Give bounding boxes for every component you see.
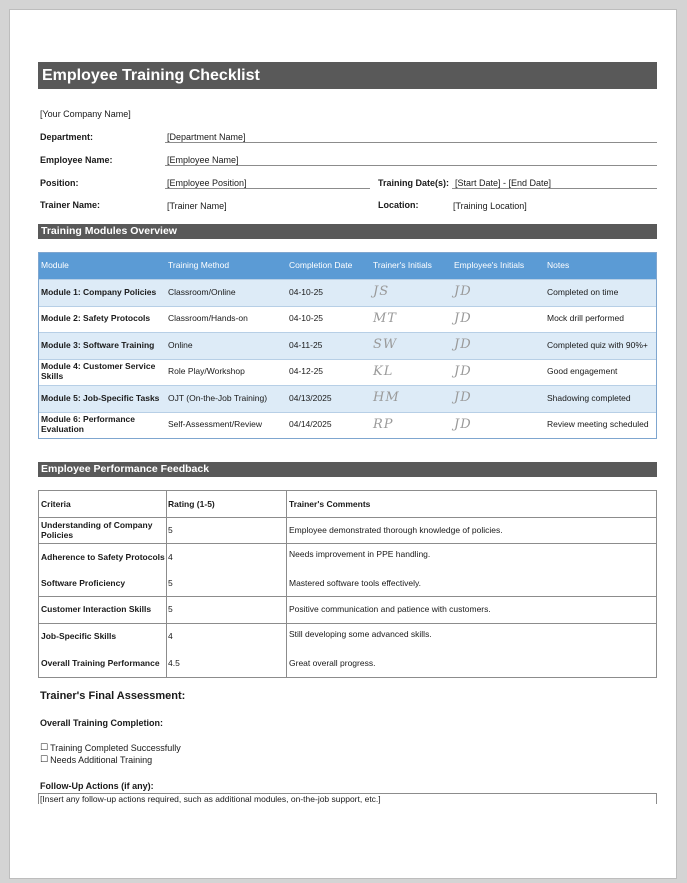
feedback-criteria: Job-Specific Skills xyxy=(41,631,117,642)
module-notes: Completed on time xyxy=(547,286,619,297)
header-module: Module xyxy=(41,260,69,271)
header-notes: Notes xyxy=(547,260,570,271)
column-divider xyxy=(166,491,167,677)
feedback-comment: Great overall progress. xyxy=(289,658,376,669)
module-date: 04-10-25 xyxy=(289,313,324,324)
module-name: Module 5: Job-Specific Tasks xyxy=(41,392,160,403)
feedback-comment: Employee demonstrated thorough knowledge of policies. xyxy=(289,524,503,535)
employee-initials-signature: JD xyxy=(454,310,472,326)
training-dates-label: Training Date(s): xyxy=(378,178,450,188)
trainer-initials-signature: RP xyxy=(373,416,394,432)
training-dates-underline xyxy=(452,188,657,189)
option-needs-training-label: Needs Additional Training xyxy=(50,755,153,765)
location-label: Location: xyxy=(378,200,419,210)
document-page xyxy=(9,9,677,879)
module-method: Classroom/Hands-on xyxy=(168,313,248,324)
position-label: Position: xyxy=(40,178,79,188)
module-notes: Mock drill performed xyxy=(547,313,624,324)
module-row xyxy=(39,306,656,333)
feedback-table xyxy=(38,490,657,678)
feedback-criteria: Customer Interaction Skills xyxy=(41,604,152,615)
module-row xyxy=(39,385,656,412)
feedback-criteria: Software Proficiency xyxy=(41,577,126,588)
employee-initials-signature: JD xyxy=(454,390,472,406)
employee-initials-signature: JD xyxy=(454,416,472,432)
completion-label: Overall Training Completion: xyxy=(40,718,164,728)
followup-field[interactable]: [Insert any follow-up actions required, such as additional modules, on-the-job support, etc.] xyxy=(38,793,657,804)
feedback-rating: 4 xyxy=(168,551,173,562)
feedback-criteria: Overall Training Performance xyxy=(41,658,160,669)
trainer-initials-signature: MT xyxy=(373,310,397,326)
employee-initials-signature: JD xyxy=(454,284,472,300)
employee-initials-signature: JD xyxy=(454,363,472,379)
module-date: 04/14/2025 xyxy=(289,419,332,430)
trainer-initials-signature: KL xyxy=(373,363,394,379)
trainer-initials-signature: JS xyxy=(373,284,390,300)
header-date: Completion Date xyxy=(289,260,353,271)
trainer-name-label: Trainer Name: xyxy=(40,200,101,210)
department-field[interactable]: [Department Name] xyxy=(167,132,246,142)
feedback-rating: 4 xyxy=(168,631,173,642)
module-date: 04-12-25 xyxy=(289,366,324,377)
module-method: Self-Assessment/Review xyxy=(168,419,263,430)
module-date: 04-11-25 xyxy=(289,339,323,350)
module-name: Module 3: Software Training xyxy=(41,339,155,350)
module-notes: Shadowing completed xyxy=(547,392,631,403)
module-name: Module 4: Customer Service Skills xyxy=(41,361,156,382)
module-notes: Review meeting scheduled xyxy=(547,419,649,430)
module-row xyxy=(39,279,656,306)
module-method: Role Play/Workshop xyxy=(168,366,245,377)
trainer-name-field[interactable]: [Trainer Name] xyxy=(167,201,227,211)
followup-label: Follow-Up Actions (if any): xyxy=(40,781,154,791)
option-completed-label: Training Completed Successfully xyxy=(50,743,181,753)
feedback-rating: 5 xyxy=(168,577,173,588)
module-notes: Completed quiz with 90%+ xyxy=(547,339,648,350)
module-method: Online xyxy=(168,339,193,350)
feedback-rating: 5 xyxy=(168,524,173,535)
feedback-comment: Mastered software tools effectively. xyxy=(289,577,421,588)
feedback-rating: 5 xyxy=(168,604,173,615)
feedback-section-heading: Employee Performance Feedback xyxy=(38,462,657,477)
modules-table xyxy=(38,252,657,439)
employee-name-field[interactable]: [Employee Name] xyxy=(167,155,239,165)
position-field[interactable]: [Employee Position] xyxy=(167,178,247,188)
header-criteria: Criteria xyxy=(41,498,71,509)
position-underline xyxy=(165,188,370,189)
department-label: Department: xyxy=(40,132,94,142)
department-underline xyxy=(165,142,657,143)
modules-section-heading: Training Modules Overview xyxy=(38,224,657,239)
module-row xyxy=(39,332,656,359)
option-completed[interactable] xyxy=(40,743,181,753)
column-divider xyxy=(286,491,287,677)
module-row xyxy=(39,412,656,439)
module-name: Module 6: Performance Evaluation xyxy=(41,414,135,435)
document-title: Employee Training Checklist xyxy=(38,62,657,89)
header-trainer-initials: Trainer's Initials xyxy=(373,260,432,271)
header-employee-initials: Employee's Initials xyxy=(454,260,525,271)
final-assessment-heading: Trainer's Final Assessment: xyxy=(40,690,186,702)
module-notes: Good engagement xyxy=(547,366,618,377)
modules-header-row xyxy=(39,253,656,279)
company-name: [Your Company Name] xyxy=(40,109,131,119)
location-field[interactable]: [Training Location] xyxy=(453,201,527,211)
module-name: Module 1: Company Policies xyxy=(41,286,157,297)
feedback-rating: 4.5 xyxy=(168,658,180,669)
trainer-initials-signature: SW xyxy=(373,337,398,353)
feedback-comment: Still developing some advanced skills. xyxy=(289,629,432,640)
checkbox-icon[interactable]: ☐ xyxy=(40,743,49,753)
header-rating: Rating (1-5) xyxy=(168,498,215,509)
header-method: Training Method xyxy=(168,260,230,271)
module-name: Module 2: Safety Protocols xyxy=(41,313,151,324)
header-comments: Trainer's Comments xyxy=(289,498,371,509)
feedback-criteria: Understanding of Company Policies xyxy=(41,519,153,540)
feedback-comment: Positive communication and patience with customers. xyxy=(289,604,491,615)
employee-name-label: Employee Name: xyxy=(40,155,113,165)
trainer-initials-signature: HM xyxy=(373,390,400,406)
feedback-comment: Needs improvement in PPE handling. xyxy=(289,548,431,559)
employee-initials-signature: JD xyxy=(454,337,472,353)
module-method: OJT (On-the-Job Training) xyxy=(168,392,268,403)
module-row xyxy=(39,359,656,386)
option-needs-training[interactable] xyxy=(40,755,152,765)
checkbox-icon[interactable]: ☐ xyxy=(40,755,49,765)
module-date: 04/13/2025 xyxy=(289,392,332,403)
employee-name-underline xyxy=(165,165,657,166)
module-date: 04-10-25 xyxy=(289,286,324,297)
module-method: Classroom/Online xyxy=(168,286,236,297)
feedback-criteria: Adherence to Safety Protocols xyxy=(41,551,165,562)
training-dates-field[interactable]: [Start Date] - [End Date] xyxy=(455,178,552,188)
